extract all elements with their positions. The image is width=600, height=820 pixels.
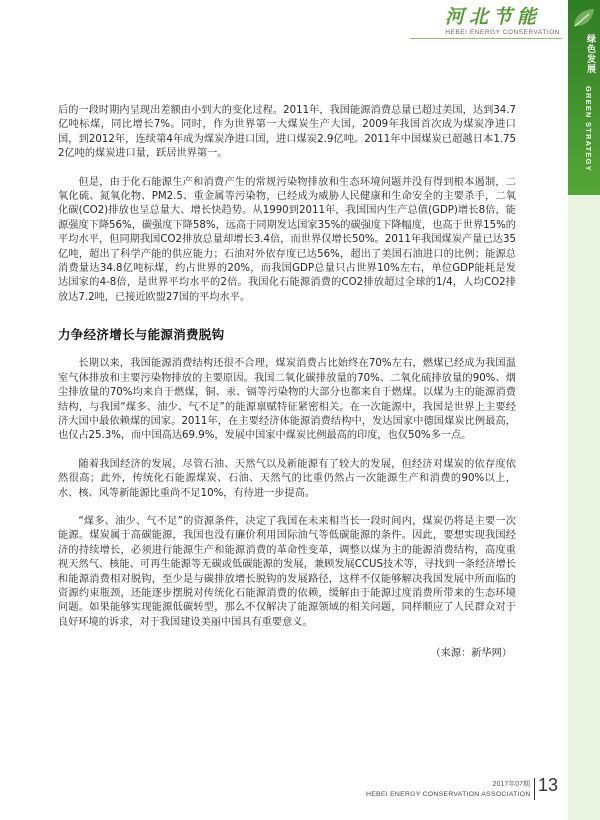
header-divider	[410, 38, 562, 39]
paragraph-2: 但是，由于化石能源生产和消费产生的常规污染物排放和生态环境问题并没有得到根本遏制，二氧化硫、氮氧化物、PM2.5、重金属等污染物，已经成为威胁人民健康和生命安全的主要杀手，二氧化碳(CO2)排放也呈总量大、增长快趋势。从1990到2011年，我国国内生产总值(GDP)增长8倍，能源强度下降56%，碳强度下降58%，远高于同期发达国家35%的碳强度下降幅度，也高于世界15%的平均水平，但同期我国CO2排放总量却增长3.4倍，而世界仅增长50%。2011年我国煤炭产量已达35亿吨，超出了科学产能的供应能力；石油对外依存度已达56%，超出了美国石油进口的比例；能源总消费量达34.8亿吨标煤，约占世界的20%，而我国GDP总量只占世界10%左右，单位GDP能耗是发达国家的4-8倍，是世界平均水平的2倍。我国化石能源消费的CO2排放超过全球的1/4，人均CO2排放达7.2吨，已接近欧盟27国的平均水平。	[58, 176, 516, 303]
leaf-icon	[571, 6, 597, 30]
association-name: HEBEI ENERGY CONSERVATION ASSOCIATION	[366, 791, 531, 798]
footer-divider	[534, 778, 535, 800]
column-name-en: GREEN STRATEGY	[584, 86, 593, 172]
paragraph-5: “煤多、油少、气不足”的资源条件，决定了我国在未来相当长一段时间内，煤炭仍将是主要一次能源。煤炭属于高碳能源，我国也没有廉价利用国际油气等低碳能源的条件。因此，要想实现我国经济的持续增长，必须进行能源生产和能源消费的革命性变革，调整以煤为主的能源消费结构，高度重视天然气、核能、可再生能源等无碳或低碳能源的发展，兼顾发展CCUS技术等，寻找到一条经济增长和能源消费相对脱钩，至少是与碳排放增长脱钩的发展路径，这样不仅能够解决我国发展中所面临的资源约束瓶颈，还能逐步摆脱对传统化石能源消费的依赖，缓解由于能源过度消费所带来的生态环境问题。如果能够实现能源低碳转型，那么不仅解决了能源领域的相关问题，同样顺应了人民群众对于良好环境的诉求，对于我国建设美丽中国具有重要意义。	[58, 515, 516, 628]
article-body	[58, 104, 516, 659]
paragraph-4: 随着我国经济的发展，尽管石油、天然气以及新能源有了较大的发展，但经济对煤炭的依存度依然很高；此外，传统化石能源煤炭、石油、天然气的比重仍然占一次能源生产和消费的90%以上，水、核、风等新能源比重尚不足10%，有待进一步提高。	[58, 458, 516, 499]
side-strip	[568, 0, 600, 820]
magazine-logo: 河北节能	[444, 6, 541, 28]
magazine-subtitle: HEBEI ENERGY CONSERVATION	[445, 29, 560, 36]
article-source: （来源：新华网）	[430, 648, 512, 660]
page-number: 13	[538, 775, 559, 795]
section-heading: 力争经济增长与能源消费脱钩	[58, 327, 225, 343]
paragraph-1: 后的一段时期内呈现出差额由小到大的变化过程。2011年，我国能源消费总量已超过美国，达到34.7亿吨标煤，同比增长7%。同时，作为世界第一大煤炭生产大国，2009年我国首次成为煤炭净进口国，到2012年，连续第4年成为煤炭净进口国，进口煤炭2.9亿吨。2011年中国煤炭已超越日本1.752亿吨的煤炭进口量，跃居世界第一。	[58, 105, 516, 160]
column-name-cn: 绿色发展	[585, 34, 595, 74]
issue-label: 2017年07期	[492, 781, 530, 788]
column-tab	[568, 0, 600, 195]
paragraph-3: 长期以来，我国能源消费结构还很不合理，煤炭消费占比始终在70%左右，燃煤已经成为我国温室气体排放和主要污染物排放的主要原因。我国二氧化碳排放量的70%、二氧化硫排放量的90%、烟尘排放量的70%均来自于燃煤，铜、汞、镉等污染物的大部分也都来自于燃煤。以煤为主的能源消费结构，与我国“煤多、油少、气不足”的能源禀赋特征紧密相关。在一次能源中，我国是世界上主要经济大国中最依赖煤的国家。2011年，在主要经济体能源消费结构中，发达国家中德国煤炭比例最高，也仅占25.3%，而中国高达69.9%，发展中国家中煤炭比例最高的印度，也仅50%多一点。	[58, 358, 516, 442]
